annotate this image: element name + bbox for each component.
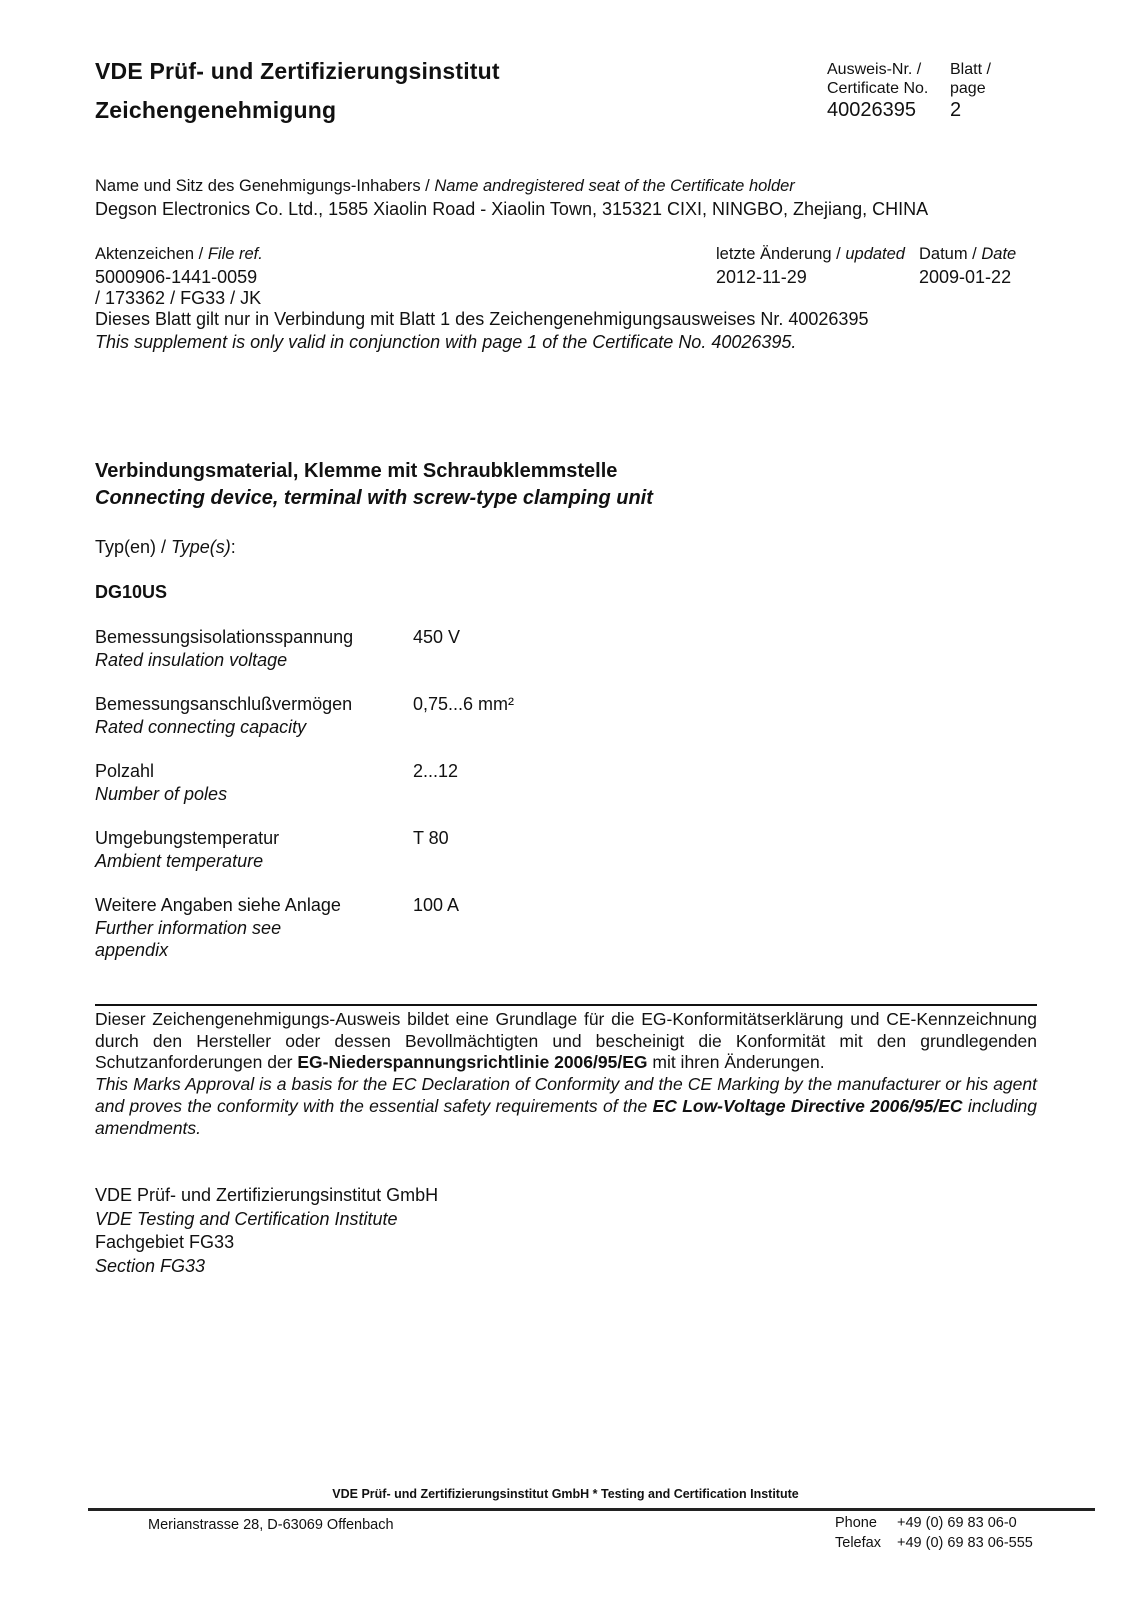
footer-phone-row bbox=[835, 1514, 1033, 1534]
spec-label-en: Number of poles bbox=[95, 783, 228, 804]
spec-label bbox=[95, 827, 413, 872]
updated-col bbox=[716, 244, 905, 287]
holder-value: Degson Electronics Co. Ltd., 1585 Xiaolin Road - Xiaolin Town, 315321 CIXI, NINGBO, Zhejiang, CHINA bbox=[95, 199, 929, 219]
spec-label-de: Bemessungsisolationsspannung bbox=[95, 627, 354, 647]
updated-value: 2012-11-29 bbox=[716, 267, 807, 287]
certificate-number: 40026395 bbox=[827, 99, 916, 121]
spec-value: T 80 bbox=[413, 828, 449, 848]
page-label-en: page bbox=[950, 80, 986, 97]
footer-address: Merianstrasse 28, D-63069 Offenbach bbox=[148, 1517, 394, 1533]
spec-label-de: Umgebungstemperatur bbox=[95, 828, 280, 848]
spec-label-en: Rated insulation voltage bbox=[95, 649, 288, 670]
declaration-en-text: This Marks Approval is a basis for the EC Declaration of Conformity and the CE Marking by the manufacturer or his agent and proves the conformity with the essential safety requirements of the bbox=[95, 1074, 1037, 1116]
spec-row-number-of-poles bbox=[95, 760, 795, 805]
document-title-line2: Zeichengenehmigung bbox=[95, 97, 337, 123]
signature-institute-en: VDE Testing and Certification Institute bbox=[95, 1208, 398, 1229]
spec-row-insulation-voltage bbox=[95, 626, 795, 671]
types-label-de: Typ(en) / bbox=[95, 537, 172, 557]
spec-row-connecting-capacity bbox=[95, 693, 795, 738]
supplement-note bbox=[95, 308, 1037, 354]
document-title-line1: VDE Prüf- und Zertifizierungsinstitut bbox=[95, 58, 500, 84]
spec-label-de: Polzahl bbox=[95, 761, 155, 781]
signature-section-en: Section FG33 bbox=[95, 1255, 206, 1276]
spec-label-en: Further information see appendix bbox=[95, 917, 282, 960]
telefax-value: +49 (0) 69 83 06-555 bbox=[897, 1534, 1033, 1551]
certificate-label-en: Certificate No. bbox=[827, 80, 929, 97]
page-number: 2 bbox=[950, 99, 962, 121]
spec-row-further-information bbox=[95, 894, 795, 962]
spec-label bbox=[95, 894, 413, 962]
spec-label bbox=[95, 626, 413, 671]
holder-label-de: Name und Sitz des Genehmigungs-Inhabers / bbox=[95, 177, 435, 195]
spec-row-ambient-temperature bbox=[95, 827, 795, 872]
spec-table bbox=[95, 626, 795, 984]
footer-institute: VDE Prüf- und Zertifizierungsinstitut GmbH * Testing and Certification Institute bbox=[332, 1487, 799, 1501]
product-title-de: Verbindungsmaterial, Klemme mit Schraubklemmstelle bbox=[95, 460, 618, 482]
signature-institute-de: VDE Prüf- und Zertifizierungsinstitut GmbH bbox=[95, 1185, 439, 1205]
holder-label-en: Name andregistered seat of the Certificate holder bbox=[434, 177, 795, 195]
declaration-de-text: Dieser Zeichengenehmigungs-Ausweis bildet eine Grundlage für die EG-Konformitätserklärung und CE-Kennzeichnung durch den Hersteller oder dessen Bevollmächtigten und bescheinigt die Konformität mit den grundlegenden Schutzanforderungen der bbox=[95, 1009, 1037, 1073]
spec-value: 450 V bbox=[413, 627, 461, 647]
spec-value: 2...12 bbox=[413, 761, 459, 781]
file-ref-value: 5000906-1441-0059 / 173362 / FG33 / JK bbox=[95, 267, 262, 308]
declaration-en-text2: including amendments. bbox=[95, 1095, 1037, 1138]
spec-label-de: Weitere Angaben siehe Anlage bbox=[95, 895, 341, 915]
footer-contact bbox=[835, 1514, 1033, 1553]
spec-label bbox=[95, 760, 413, 805]
date-col bbox=[919, 244, 1017, 287]
page-label-de: Blatt / bbox=[950, 61, 991, 78]
page-number-block bbox=[950, 60, 991, 120]
certificate-number-block bbox=[827, 60, 928, 120]
date-value: 2009-01-22 bbox=[919, 267, 1012, 287]
spec-label-en: Rated connecting capacity bbox=[95, 716, 307, 737]
product-title bbox=[95, 458, 653, 512]
type-designation: DG10US bbox=[95, 582, 168, 602]
declaration-divider bbox=[95, 1004, 1037, 1006]
footer-telefax-row bbox=[835, 1534, 1033, 1554]
file-ref-label-de: Aktenzeichen / bbox=[95, 245, 208, 263]
document-title bbox=[95, 52, 500, 130]
declaration-en-directive: EC Low-Voltage Directive 2006/95/EC bbox=[652, 1095, 963, 1116]
holder-label bbox=[95, 176, 1037, 197]
types-label bbox=[95, 537, 236, 558]
spec-label-en: Ambient temperature bbox=[95, 850, 264, 871]
declaration-section bbox=[95, 1009, 1037, 1139]
updated-label-de: letzte Änderung / bbox=[716, 245, 846, 263]
telefax-label: Telefax bbox=[835, 1534, 881, 1551]
date-label-de: Datum / bbox=[919, 245, 982, 263]
certificate-label-de: Ausweis-Nr. / bbox=[827, 61, 922, 78]
declaration-de-text2: mit ihren Änderungen. bbox=[647, 1052, 825, 1073]
footer-divider bbox=[88, 1508, 1095, 1511]
spec-value: 0,75...6 mm² bbox=[413, 694, 515, 714]
spec-label bbox=[95, 693, 413, 738]
signature-section-de: Fachgebiet FG33 bbox=[95, 1232, 235, 1252]
signature-block bbox=[95, 1184, 438, 1278]
declaration-en bbox=[95, 1074, 1037, 1139]
phone-label: Phone bbox=[835, 1515, 877, 1531]
spec-value: 100 A bbox=[413, 895, 460, 915]
supplement-note-de: Dieses Blatt gilt nur in Verbindung mit Blatt 1 des Zeichengenehmigungsausweises Nr. 40026395 bbox=[95, 309, 869, 329]
types-label-colon: : bbox=[230, 537, 236, 557]
updated-label-en: updated bbox=[845, 245, 905, 263]
file-ref-col bbox=[95, 244, 263, 308]
types-label-en: Type(s) bbox=[171, 537, 231, 557]
supplement-note-en: This supplement is only valid in conjunction with page 1 of the Certificate No. 40026395. bbox=[95, 332, 797, 352]
spec-label-de: Bemessungsanschlußvermögen bbox=[95, 694, 353, 714]
product-title-en: Connecting device, terminal with screw-type clamping unit bbox=[95, 487, 653, 509]
declaration-de-directive: EG-Niederspannungsrichtlinie 2006/95/EG bbox=[297, 1052, 648, 1073]
certificate-holder-section bbox=[95, 176, 1037, 220]
date-label-en: Date bbox=[981, 245, 1017, 263]
phone-value: +49 (0) 69 83 06-0 bbox=[897, 1515, 1017, 1531]
declaration-de bbox=[95, 1009, 1037, 1074]
file-ref-label-en: File ref. bbox=[207, 245, 263, 263]
